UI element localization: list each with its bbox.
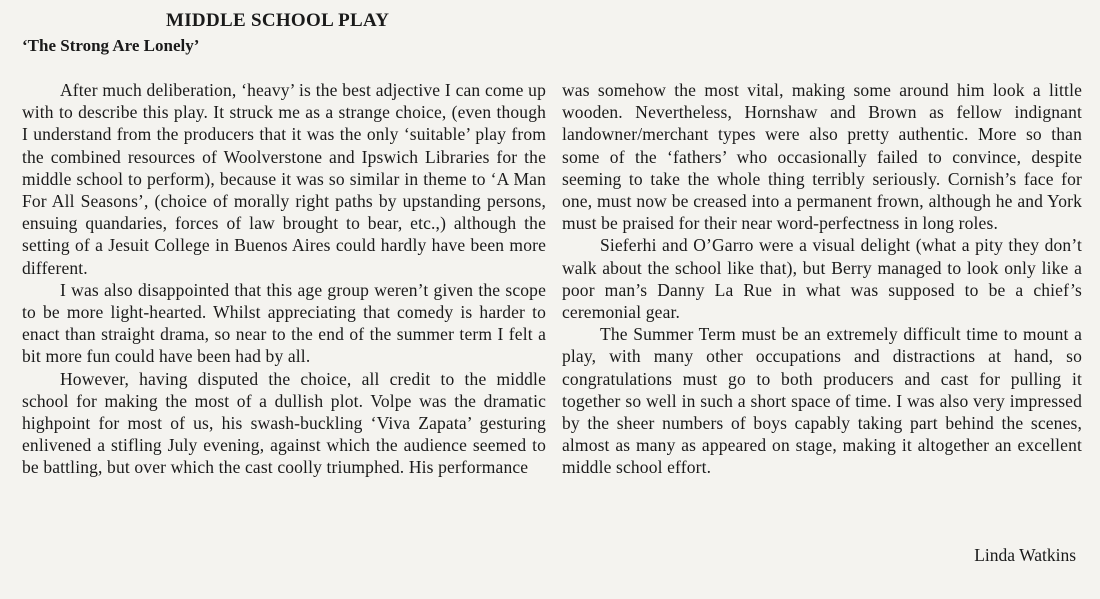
paragraph: After much deliberation, ‘heavy’ is the best adjective I can come up with to describe this play. It struck me as a strange choice, (even though I understand from the producers that it was the only ‘suitable’ play from the combined resources of Woolverstone and Ipswich Libraries for the middle school to perform), because it was so similar in theme to ‘A Man For All Seasons’, (choice of morally right paths by upstanding persons, ensuing quandaries, forces of law brought to bear, etc.,) although the setting of a Jesuit College in Buenos Aires could hardly have been more different.	[22, 80, 546, 278]
paragraph: Sieferhi and O’Garro were a visual delight (what a pity they don’t walk about the school like that), but Berry managed to look only like a poor man’s Danny La Rue in what was supposed to be a chief’s ceremonial gear.	[562, 235, 1082, 323]
headline: MIDDLE SCHOOL PLAY	[166, 10, 390, 31]
paragraph: However, having disputed the choice, all credit to the middle school for making the most of a dullish plot. Volpe was the dramatic highpoint for most of us, his swash-buckling ‘Viva Zapata’ gesturing enlivened a stifling July evening, against which the audience seemed to be battling, but over which the cast coolly triumphed. His performance	[22, 368, 546, 478]
paragraph: The Summer Term must be an extremely difficult time to mount a play, with many other occupations and distractions at hand, so congratulations must go to both producers and cast for pulling it together so well in such a short space of time. I was also very impressed by the sheer numbers of boys capably taking part behind the scenes, almost as many as appeared on stage, making it altogether an excellent middle school effort.	[562, 324, 1082, 478]
author-signature: Linda Watkins	[974, 545, 1076, 565]
paragraph: I was also disappointed that this age group weren’t given the scope to be more light-hearted. Whilst appreciating that comedy is harder to enact than straight drama, so near to the end of the summer term I felt a bit more fun could have been had by all.	[22, 279, 546, 367]
play-title: ‘The Strong Are Lonely’	[22, 36, 200, 55]
paragraph-continuation: was somehow the most vital, making some around him look a little wooden. Nevertheless, Hornshaw and Brown as fellow indignant landowner/merchant types were also pretty authentic. More so than some of the ‘fathers’ who occasionally failed to convince, despite seeming to take the whole thing terribly seriously. Cornish’s face for one, must now be creased into a permanent frown, although he and York must be praised for their near word-perfectness in long roles.	[562, 80, 1082, 234]
left-column	[22, 79, 546, 479]
right-column	[562, 79, 1082, 479]
